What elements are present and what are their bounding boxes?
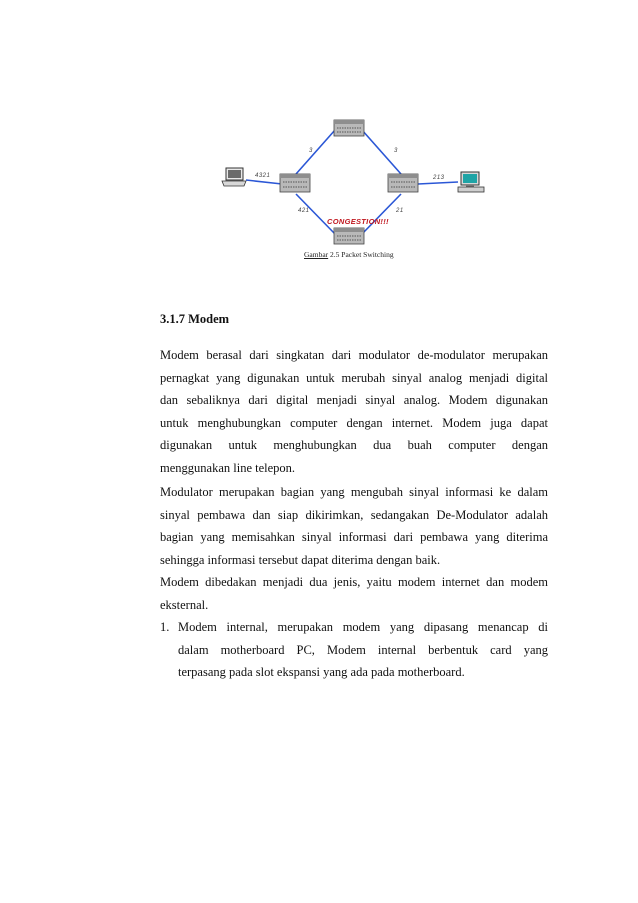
paragraph-line: untuk menghubungkan computer dengan internet. Modem juga dapat (160, 415, 548, 430)
paragraph-3 (160, 571, 548, 616)
packet-switching-figure (200, 112, 500, 264)
link-label-top-right: 3 (394, 148, 398, 154)
link-label-left: 4321 (255, 173, 271, 179)
list-item-line: terpasang pada slot ekspansi yang ada pada motherboard. (178, 665, 465, 679)
paragraph-line: Modem berasal dari singkatan dari modulator de-modulator merupakan (160, 348, 548, 362)
paragraph-line: sinyal pembawa dan siap dikirimkan, sedangakan De-Modulator adalah (160, 507, 548, 522)
link-left-switch-to-bottom-switch (296, 194, 335, 234)
paragraph-1 (160, 344, 548, 479)
list-item-line: dalam motherboard PC, Modem internal berbentuk card yang (178, 642, 548, 657)
switch-bottom-icon (334, 228, 364, 244)
link-label-top-left: 3 (309, 148, 313, 154)
link-label-bottom-right: 21 (396, 208, 404, 214)
list-item-number: 1. (160, 620, 170, 634)
list-item-body (178, 616, 548, 684)
paragraph-line: Modulator merupakan bagian yang mengubah sinyal informasi ke dalam (160, 485, 548, 499)
paragraph-line: pernagkat yang digunakan untuk merubah sinyal analog menjadi digital (160, 370, 548, 385)
paragraph-line: eksternal. (160, 597, 209, 612)
paragraph-line: sehingga informasi tersebut dapat diterima dengan baik. (160, 552, 441, 567)
switch-right-icon (388, 174, 418, 192)
link-right-switch-to-right-computer (418, 182, 458, 184)
section-heading: 3.1.7 Modem (160, 312, 230, 326)
link-label-right: 213 (433, 175, 445, 181)
figure-caption (304, 250, 394, 259)
link-bottom-switch-to-right-switch (362, 194, 401, 234)
network-diagram (200, 112, 500, 264)
laptop-icon (222, 168, 246, 186)
paragraph-line: menggunakan line telepon. (160, 460, 296, 475)
paragraph-line: digunakan untuk menghubungkan dua buah computer dengan (160, 438, 548, 452)
link-left-switch-to-top-switch (296, 130, 335, 174)
paragraph-line: Modem dibedakan menjadi dua jenis, yaitu modem internet dan modem (160, 575, 548, 589)
caption-text: 2.5 Packet Switching (328, 250, 394, 259)
switch-left-icon (280, 174, 310, 192)
link-left-computer-to-left-switch (246, 180, 282, 184)
list-item-line: Modem internal, merupakan modem yang dipasang menancap di (178, 620, 548, 634)
paragraph-2 (160, 481, 548, 571)
paragraph-line: bagian yang memisahkan sinyal informasi dari pembawa yang diterima (160, 530, 548, 544)
paragraph-line: dan sebaliknya dari digital menjadi sinyal analog. Modem digunakan (160, 393, 548, 407)
congestion-label: CONGESTION!!! (327, 217, 389, 226)
desktop-computer-icon (458, 172, 484, 192)
switch-top-icon (334, 120, 364, 136)
caption-prefix: Gambar (304, 250, 329, 259)
link-label-bottom-left: 421 (298, 208, 310, 214)
